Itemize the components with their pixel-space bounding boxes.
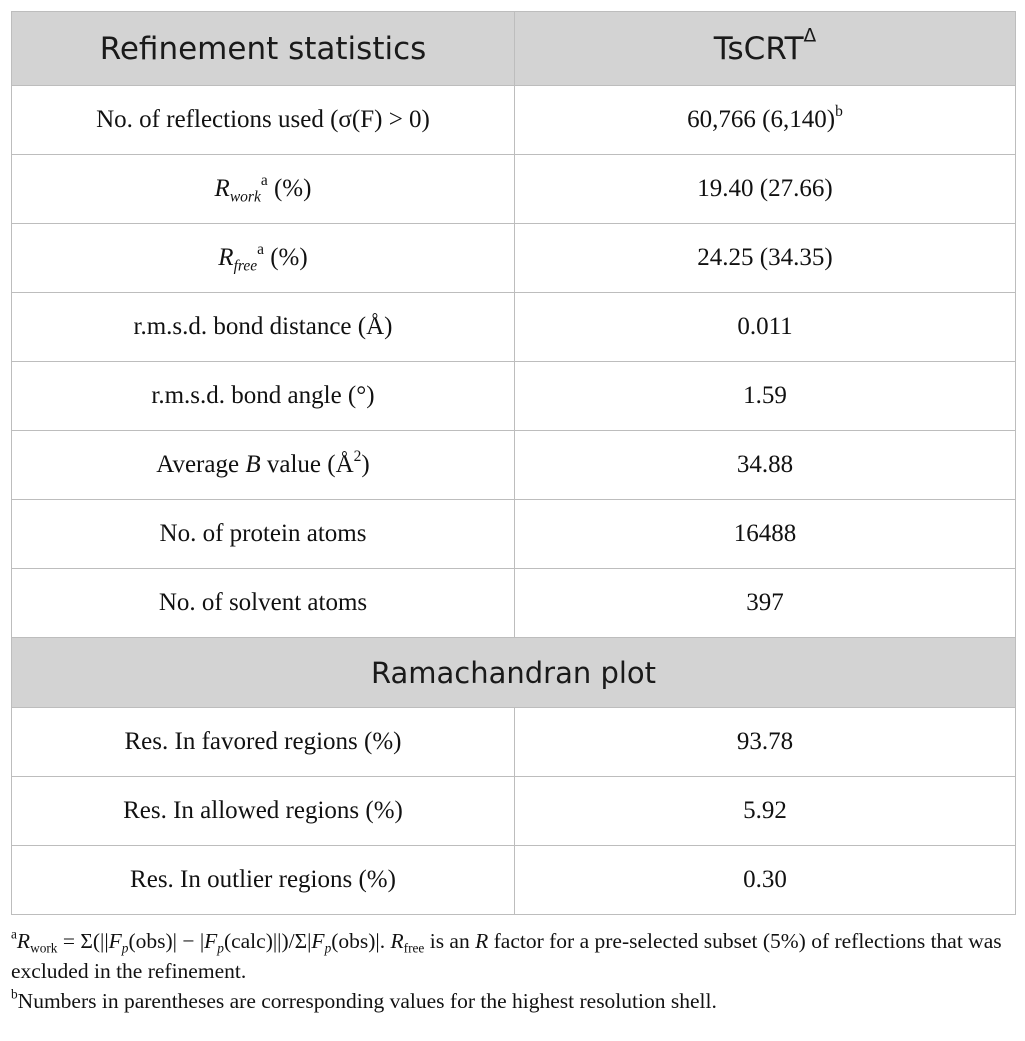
fn-text: is an (424, 929, 476, 953)
fn-f: F (311, 929, 325, 953)
value-text: 60,766 (6,140) (687, 106, 836, 133)
fn-sub: p (121, 940, 129, 956)
row-value: 19.40 (27.66) (515, 155, 1016, 224)
header-tscrt-label: TsCRT (713, 30, 804, 67)
fn-text: (obs)| − | (128, 929, 205, 953)
footnote-mark-a: a (260, 172, 268, 190)
table-header-row (12, 12, 1016, 86)
header-delta-superscript: Δ (803, 24, 817, 46)
row-label (12, 155, 515, 224)
fn-f: F (204, 929, 218, 953)
row-label: Res. In allowed regions (%) (12, 777, 515, 846)
row-label: Res. In outlier regions (%) (12, 846, 515, 915)
row-value: 5.92 (515, 777, 1016, 846)
table-row-rwork (12, 155, 1016, 224)
table-row-bond-distance (12, 293, 1016, 362)
table-row-outlier (12, 846, 1016, 915)
fn-sub: free (403, 940, 425, 956)
table-row-rfree (12, 224, 1016, 293)
fn-text: Numbers in parentheses are corresponding values for the highest resolution shell. (17, 989, 717, 1013)
label-middle: value (Å (260, 451, 354, 478)
label-suffix: ) (361, 451, 370, 478)
r-subscript: work (229, 188, 261, 206)
b-symbol: B (245, 451, 261, 478)
table-row-allowed (12, 777, 1016, 846)
row-label (12, 224, 515, 293)
row-label: No. of protein atoms (12, 500, 515, 569)
row-label: No. of reflections used (σ(F) > 0) (12, 86, 515, 155)
fn-sub: work (30, 940, 58, 956)
section-header-row (12, 638, 1016, 708)
header-tscrt (515, 12, 1016, 86)
fn-sub: p (324, 940, 332, 956)
row-label: r.m.s.d. bond angle (°) (12, 362, 515, 431)
footnote-mark: b (11, 986, 18, 1002)
section-ramachandran-plot: Ramachandran plot (12, 638, 1016, 708)
fn-text: (obs)|. (331, 929, 391, 953)
row-label: r.m.s.d. bond distance (Å) (12, 293, 515, 362)
table-row-favored (12, 708, 1016, 777)
label-unit: (%) (267, 175, 312, 202)
table-row-protein-atoms (12, 500, 1016, 569)
fn-r: R (475, 929, 489, 953)
fn-sub: p (217, 940, 224, 956)
fn-text: (calc)||)/Σ| (223, 929, 312, 953)
footnote-mark: a (11, 926, 17, 942)
row-value: 24.25 (34.35) (515, 224, 1016, 293)
row-value: 93.78 (515, 708, 1016, 777)
header-refinement-statistics: Refinement statistics (12, 12, 515, 86)
fn-f: F (108, 929, 122, 953)
table-row-average-b (12, 431, 1016, 500)
row-value: 1.59 (515, 362, 1016, 431)
label-unit: (%) (263, 244, 308, 271)
fn-r: R (16, 929, 31, 953)
r-symbol: R (214, 175, 230, 202)
table-row-bond-angle (12, 362, 1016, 431)
row-label (12, 431, 515, 500)
refinement-statistics-table (11, 11, 1016, 915)
footnote-b (11, 986, 1021, 1016)
row-value: 16488 (515, 500, 1016, 569)
row-label: No. of solvent atoms (12, 569, 515, 638)
row-value: 397 (515, 569, 1016, 638)
footnote-mark-a: a (257, 241, 264, 259)
fn-text: = Σ(|| (57, 929, 109, 953)
row-label: Res. In favored regions (%) (12, 708, 515, 777)
label-prefix: Average (156, 451, 246, 478)
footnotes (11, 926, 1021, 1016)
fn-r: R (390, 929, 404, 953)
row-value: 34.88 (515, 431, 1016, 500)
footnote-mark-b: b (835, 103, 843, 121)
table-row-reflections (12, 86, 1016, 155)
row-value (515, 86, 1016, 155)
table-row-solvent-atoms (12, 569, 1016, 638)
r-subscript: free (233, 257, 258, 275)
row-value: 0.30 (515, 846, 1016, 915)
row-value: 0.011 (515, 293, 1016, 362)
fn-text: factor for a pre-selected subset (5%) of reflections that was excluded in the refinement. (11, 929, 1002, 983)
squared-superscript: 2 (353, 448, 362, 466)
footnote-a (11, 926, 1021, 986)
r-symbol: R (218, 244, 234, 271)
